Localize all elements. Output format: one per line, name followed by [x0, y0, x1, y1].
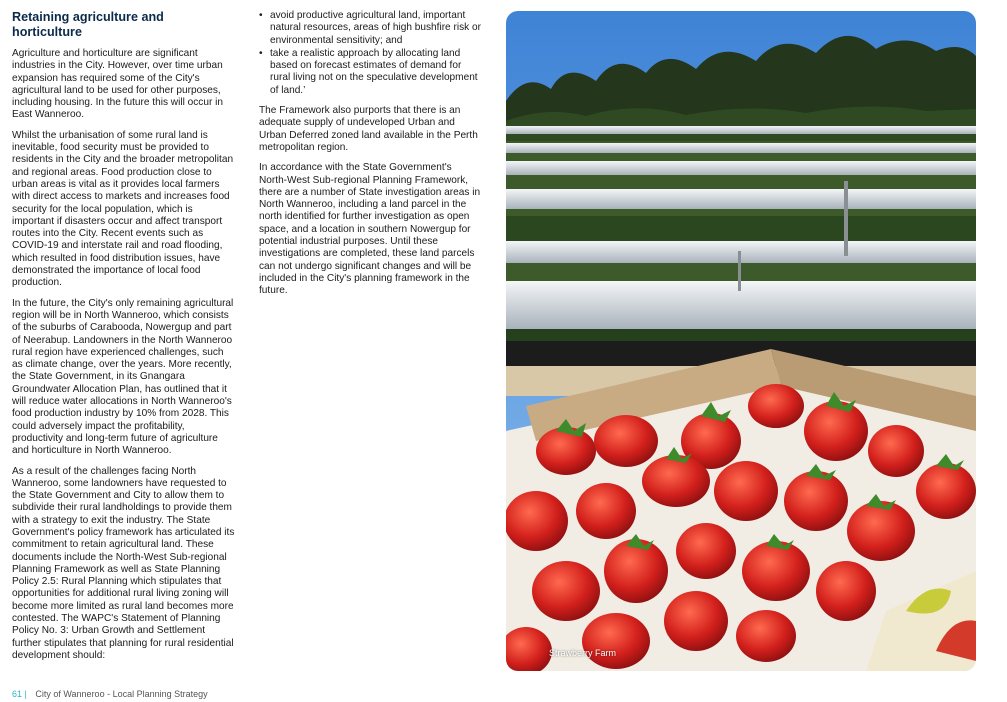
page-footer [12, 689, 208, 699]
section-heading: Retaining agriculture and horticulture [12, 10, 164, 39]
photo-caption: Strawberry Farm [549, 648, 617, 658]
paragraph: The Framework also purports that there is an adequate supply of undeveloped Urban and Urban Deferred zoned land available in the Perth metropolitan region. [259, 105, 478, 153]
document-title: City of Wanneroo - Local Planning Strategy [35, 689, 208, 699]
paragraph: Agriculture and horticulture are significant industries in the City. However, over time urban expansion has required some of the City's agricultural land to be used for other purposes, including housing. In the future this will occur in East Wanneroo. [12, 48, 223, 121]
bullet-item: • take a realistic approach by allocating land based on forecast estimates of demand for rural living not on the speculative development of land.’ [259, 48, 481, 97]
paragraph: In accordance with the State Government's North-West Sub-regional Planning Framework, there are a number of State investigation areas in North Wanneroo, including a land parcel in the north identified for further investigation as open space, and a location in southern Nowergup for potential industrial purposes. Until these investigations are completed, these land parcels can not undergo significant changes and will be included in the City's planning framework in the future. [259, 162, 481, 297]
paragraph: In the future, the City's only remaining agricultural region will be in North Wanneroo, which consists of the suburbs of Carabooda, Nowergup and part of Neerabup. Landowners in the North Wanneroo rural region have experienced challenges, such as climate change, over the years. More recently, the State Government, in its Gnangara Groundwater Allocation Plan, has outlined that it will reduce water allocations in North Wanneroo's food production industry by 10% from 2028. This could adversely impact the profitability, productivity and long-term future of agriculture and horticulture in North Wanneroo. [12, 297, 234, 457]
strawberry-farm-photo [506, 11, 976, 671]
page-number: 61 | [12, 689, 27, 699]
paragraph: As a result of the challenges facing North Wanneroo, some landowners have requested to the State Government and City to allow them to subdivide their rural landholdings to provide them with a strategy to exit the industry. The State Government's policy framework has articulated its commitment to retain agricultural land. These documents include the North-West Sub-regional Planning Framework as well as State Planning Policy 2.5: Rural Planning which stipulates that opportunities for additional rural living zoning will become more limited as rural land becomes more contested. The WAPC's Statement of Planning Policy No. 3: Urban Growth and Settlement further stipulates that planning for rural residential development should: [12, 465, 235, 661]
bullet-item: • avoid productive agricultural land, important natural resources, areas of high bushfire risk or environmental sensitivity; and [259, 10, 481, 47]
photo-illustration [506, 11, 976, 671]
middle-column [259, 10, 481, 306]
bullet-list [259, 10, 481, 97]
paragraph: Whilst the urbanisation of some rural land is inevitable, food security must be provided to residents in the City and the broader metropolitan and regional areas. Food production close to urban areas is vital as it provides local farmers with direct access to markets and increases food security for the local population, which is important if disasters occur and affect transport routes into the City. Recent events such as COVID-19 and interstate rail and road flooding, which resulted in food distribution issues, have demonstrated the importance of local food production. [12, 129, 234, 289]
left-column [12, 10, 236, 670]
